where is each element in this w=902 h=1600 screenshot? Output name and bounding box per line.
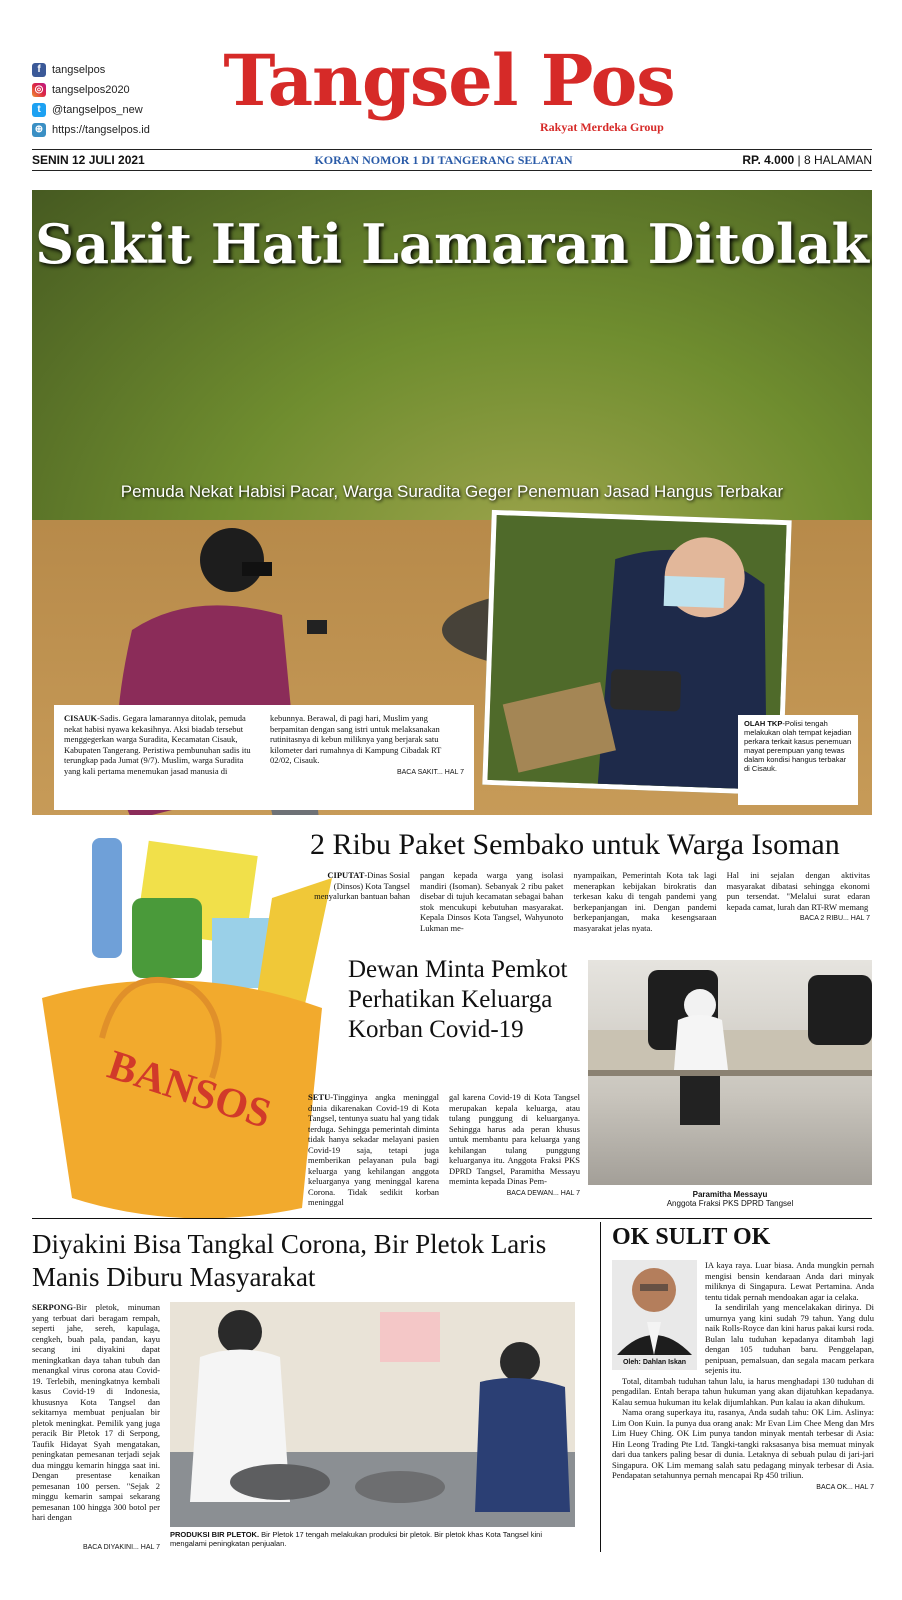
motto: KORAN NOMOR 1 DI TANGERANG SELATAN bbox=[314, 152, 573, 167]
masthead-title: Tangsel Pos bbox=[223, 39, 675, 122]
column-body bbox=[612, 1260, 874, 1493]
hero-col1: CISAUK-Sadis. Gegara lamarannya ditolak, pemuda nekat habisi nyawa kekasihnya. Aksi biadab tersebut menggegerkan warga Suradita, Kecamatan Cisauk, Kabupaten Tangerang. Peristiwa pembunuhan sadis itu terungkap pada Jumat (9/7). Muslim, warga Suradita yang kali pertama menemukan jasad manusia di bbox=[64, 713, 251, 776]
social-links bbox=[32, 60, 202, 140]
column-p1: IA kaya raya. Luar biasa. Anda mungkin pernah mengisi bensin kendaraan Anda dari minyak miliknya di Singapura. Lewat Pertamina. Anda tentu tidak pernah mendoakan agar ia celaka. bbox=[705, 1260, 874, 1302]
bir-headline: Diyakini Bisa Tangkal Corona, Bir Pletok Laris Manis Diburu Masyarakat bbox=[32, 1229, 547, 1292]
bir-photo bbox=[170, 1302, 575, 1527]
instagram-icon: ◎ bbox=[32, 83, 46, 97]
facebook-icon: f bbox=[32, 63, 46, 77]
hero-story[interactable] bbox=[32, 190, 872, 815]
facebook-link[interactable]: f tangselpos bbox=[32, 60, 202, 80]
issue-date: SENIN 12 JULI 2021 bbox=[32, 153, 145, 167]
hero-body bbox=[54, 705, 474, 810]
sembako-story[interactable] bbox=[310, 828, 870, 933]
column-divider bbox=[600, 1222, 601, 1552]
sembako-col4: Hal ini sejalan dengan aktivitas masyarakat dibatasi sehingga ekonomi pun tersendat. "Melalui surat edaran kepada camat, lurah dan RT-RW memang BACA 2 RIBU... HAL 7 bbox=[727, 870, 870, 933]
opinion-column[interactable] bbox=[612, 1222, 874, 1493]
dewan-jump: BACA DEWAN... HAL 7 bbox=[506, 1189, 580, 1197]
dateline bbox=[32, 149, 872, 171]
sembako-body bbox=[310, 870, 870, 933]
hero-subhead: Pemuda Nekat Habisi Pacar, Warga Suradita Geger Penemuan Jasad Hangus Terbakar bbox=[120, 482, 784, 501]
hero-jump: BACA SAKIT... HAL 7 bbox=[396, 768, 464, 776]
twitter-link[interactable]: t @tangselpos_new bbox=[32, 100, 202, 120]
bir-body bbox=[32, 1302, 160, 1523]
column-p2: Ia sendirilah yang mencelakakan dirinya. Di umurnya yang kini sudah 79 tahun. Yang dulu naik Rolls-Royce dan kini harus pakai kursi roda. Bulan lalu tuduhan kepadanya ditambah lagi dengan 105 tuduhan baru. Penggelapan, penipuan, pemalsuan, dan segala macam perkara sejenis itu. bbox=[705, 1302, 874, 1375]
column-p4: Nama orang superkaya itu, rasanya, Anda sudah tahu: OK Lim. Aslinya: Lim Oon Kuin. Ia punya dua orang anak: Mr Evan Lim Chee Meng dan Mrs Lim Huey Ching. OK Lim punya tandon minyak mentah terbesar di Asia: Hin Leong Trading Pte Ltd. Tangki-tangki raksasanya bisa memuat minyak dari dua tankers paling besar di dunia. Letaknya di sebuah pulau di jari-jari Singapura. OK Lim memang salah satu pedagang minyak terbesar di Asia. Pendapatan setahunnya pernah mencapai Rp 450 triliun. bbox=[612, 1407, 874, 1480]
website-link[interactable]: ⊕ https://tangselpos.id bbox=[32, 120, 202, 140]
bansos-bag-illustration bbox=[32, 838, 332, 1218]
hero-caption: OLAH TKP-Polisi tengah melakukan olah tempat kejadian perkara terkait kasus penemuan mayat perempuan yang tewas dalam kondisi hangus terbakar di Cisauk. bbox=[738, 715, 858, 805]
column-jump: BACA OK... HAL 7 bbox=[816, 1483, 874, 1491]
publisher-group: Rakyat Merdeka Group bbox=[540, 120, 664, 134]
dewan-caption bbox=[588, 1190, 872, 1208]
column-p3: Total, ditambah tuduhan tahun lalu, ia harus menghadapi 130 tuduhan di pengadilan. Entah berapa tahun hukuman yang akan dijatuhkan kepadanya. Kalau semua hukuman itu kelak dijumlahkan. Pun kalau ia akan dihukum. bbox=[612, 1375, 874, 1407]
bir-story[interactable] bbox=[32, 1228, 592, 1294]
sembako-jump: BACA 2 RIBU... HAL 7 bbox=[799, 915, 870, 922]
column-title: OK SULIT OK bbox=[612, 1224, 771, 1250]
twitter-icon: t bbox=[32, 103, 46, 117]
dewan-col1: SETU-Tingginya angka meninggal dunia dikarenakan Covid-19 di Kota Tangsel, tentunya suatu hal yang tidak terduga. Sehingga pemerintah diminta tidak hanya sekadar melayani pasien Covid-19 saja, tetapi juga memberikan pelayanan pula bagi keluarga yang kehilangan anggota keluarganya yang meninggal karena Corona. Tidak sedikit korban meninggal bbox=[308, 1092, 439, 1207]
hero-col2: kebunnya. Berawal, di pagi hari, Muslim yang berpamitan dengan sang istri untuk melaksanakan rutinitasnya di kebun miliknya yang berjarak satu kilometer dari rumahnya di Kampung Cibadak RT 02/02, Cisauk. BACA SAKIT... HAL 7 bbox=[270, 713, 464, 802]
caption-name: Paramitha Messayu bbox=[692, 1190, 768, 1199]
sembako-col1: CIPUTAT-Dinas Sosial (Dinsos) Kota Tangsel menyalurkan bantuan bahan bbox=[314, 870, 410, 901]
price-pages: RP. 4.000 | 8 HALAMAN bbox=[742, 153, 872, 167]
dewan-story[interactable] bbox=[348, 955, 578, 1045]
dewan-headline: Dewan Minta Pemkot Perhatikan Keluarga Korban Covid-19 bbox=[348, 956, 568, 1043]
bir-jump[interactable]: BACA DIYAKINI... HAL 7 bbox=[82, 1544, 160, 1551]
hero-headline: Sakit Hati Lamaran Ditolak bbox=[35, 212, 869, 276]
sembako-col2: pangan kepada warga yang isolasi mandiri (Isoman). Sebanyak 2 ribu paket disebar di tujuh kecamatan sebagai bahan stok mencukupi kebutuhan masyarakat. Kepala Dinsos Kota Tangsel, Wahyunoto Lukman me- bbox=[420, 870, 564, 933]
bir-caption: PRODUKSI BIR PLETOK. Bir Pletok 17 tengah melakukan produksi bir pletok. Bir pletok khas Kota Tangsel kini mengalami peningkatan penjualan. bbox=[170, 1530, 542, 1548]
section-divider bbox=[32, 1218, 872, 1219]
author-name: Oleh: Dahlan Iskan bbox=[622, 1358, 687, 1366]
price: RP. 4.000 bbox=[742, 153, 795, 167]
bag-label: BANSOS bbox=[102, 1042, 277, 1138]
sembako-headline: 2 Ribu Paket Sembako untuk Warga Isoman bbox=[310, 828, 840, 861]
dewan-col2: gal karena Covid-19 di Kota Tangsel merupakan kepala keluarga, atau tulang punggung di keluarganya. Sehingga harus ada peran khusus untuk membantu para keluarga yang kehilangan tulang punggung keluarganya itu. Anggota Fraksi PKS DPRD Tangsel, Paramitha Messayu meminta kepada Dinas Pem- BACA DEWAN... HAL 7 bbox=[449, 1092, 580, 1208]
dateline-city: CISAUK bbox=[64, 713, 98, 723]
page-count: 8 HALAMAN bbox=[803, 153, 872, 167]
author-photo bbox=[612, 1260, 697, 1370]
sembako-col3: nyampaikan, Pemerintah Kota tak lagi menerapkan kebijakan birokratis dan terkesan kaku di tengah pandemi yang berkepanjangan ini. Dengan pandemi berkepanjangan, maka kesengsaraan masyarakat jelas nyata. bbox=[573, 870, 717, 933]
bir-col1: SERPONG-Bir pletok, minuman yang terbuat dari beragam rempah, seperti jahe, sereh, kapulaga, cengkeh, buah pala, pandan, kayu secang ini diyakini dapat meningkatkan daya tahan tubuh dan menangkal virus corona atau Covid-19. Terlebih, meningkatnya kembali kasus Covid-19 di Indonesia, khususnya Kota Tangsel dan sekitarnya membuat penjualan bir pletok meningkat. Pemilik yang juga peracik Bir Pletok 17 di Serpong, Taufik Hidayat Syah mengatakan, peningkatan pemesanan terjadi sejak dua minggu kemarin hingga saat ini. Dengan presentase kenaikan pemesanan 100 persen. "Sejak 2 minggu kemarin sampai sekarang pemesanan 100 hingga 300 botol per hari dengan bbox=[32, 1302, 160, 1522]
caption-role: Anggota Fraksi PKS DPRD Tangsel bbox=[666, 1199, 794, 1208]
globe-icon: ⊕ bbox=[32, 123, 46, 137]
instagram-link[interactable]: ◎ tangselpos2020 bbox=[32, 80, 202, 100]
dewan-photo bbox=[588, 960, 872, 1185]
dewan-body bbox=[308, 1092, 580, 1208]
